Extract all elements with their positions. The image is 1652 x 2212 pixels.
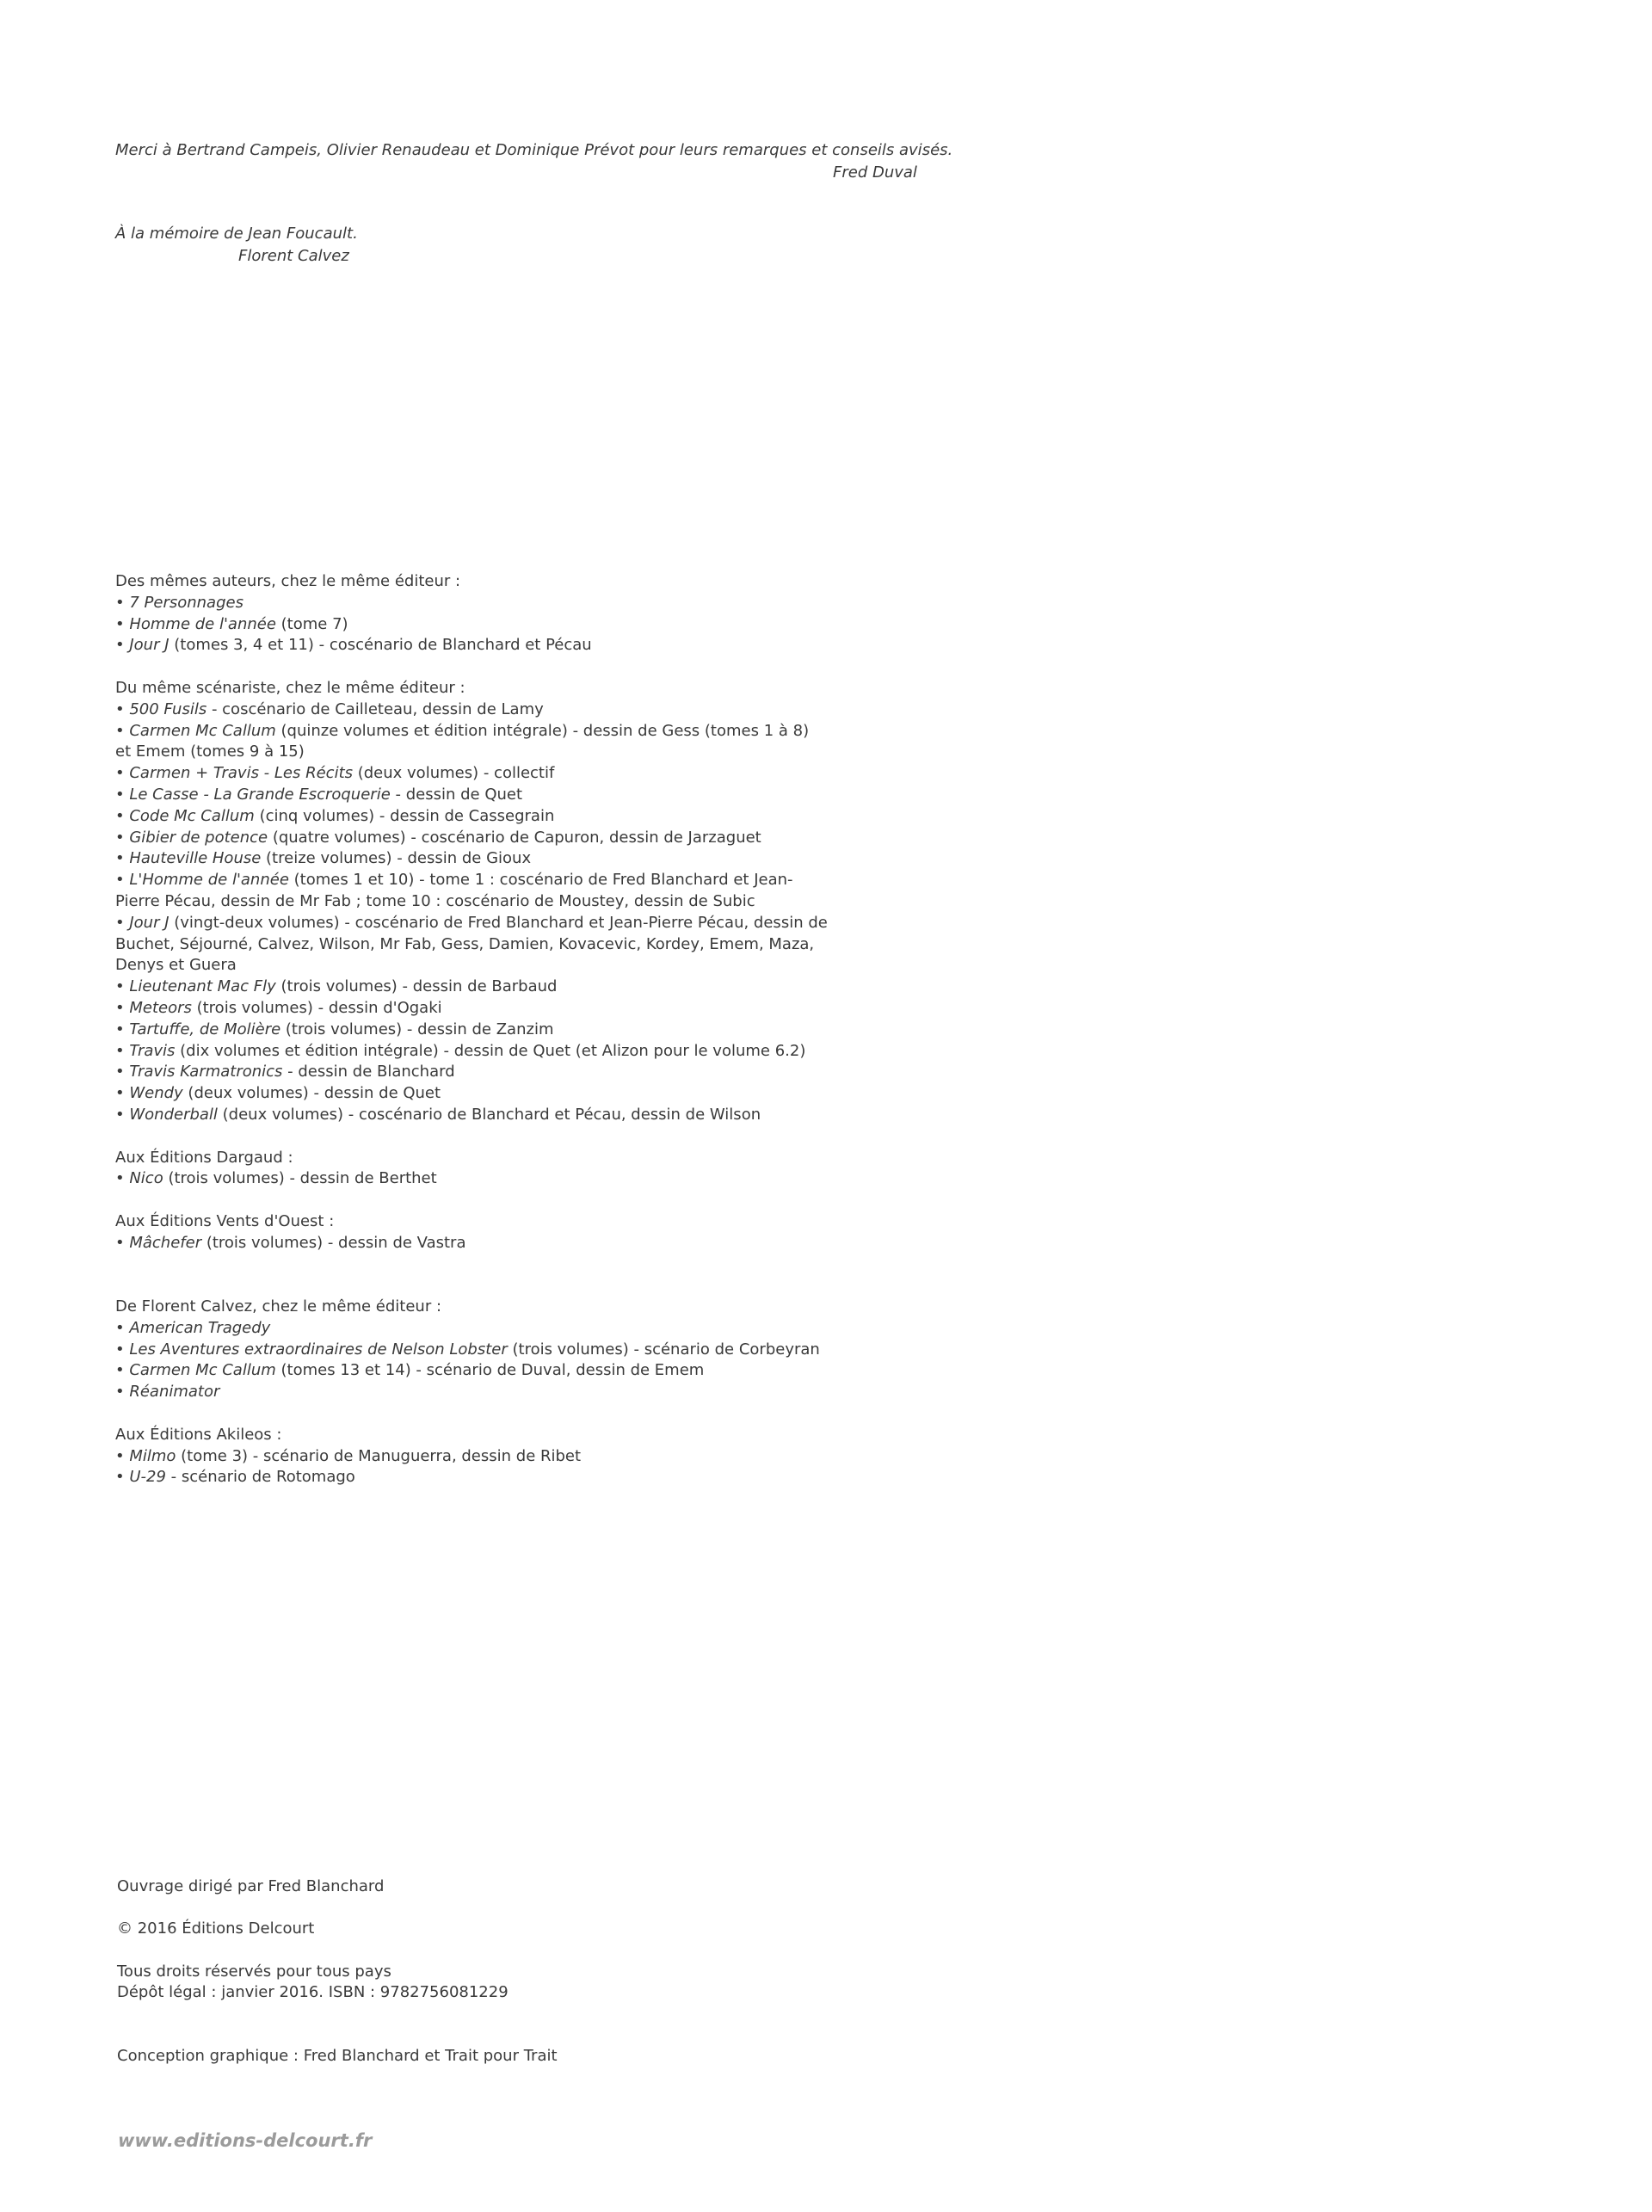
- bullet: •: [115, 871, 130, 890]
- website-link[interactable]: www.editions-delcourt.fr: [118, 2130, 373, 2151]
- book-title: Réanimator: [129, 1383, 220, 1402]
- bullet: •: [115, 1318, 130, 1337]
- bullet: •: [115, 1446, 130, 1465]
- book-title: Jour J: [129, 636, 170, 655]
- book-details: - scénario de Rotomago: [165, 1468, 355, 1487]
- bibliography-item: [115, 1083, 890, 1105]
- bullet: •: [115, 913, 130, 932]
- colophon-design: Conception graphique : Fred Blanchard et Trait pour Trait: [117, 2047, 558, 2065]
- bibliography-item: [115, 1446, 890, 1468]
- book-details: (trois volumes) - dessin de Zanzim: [280, 1020, 554, 1038]
- bullet: •: [115, 828, 130, 847]
- book-title: L'Homme de l'année: [129, 871, 289, 890]
- book-details: - coscénario de Cailleteau, dessin de Lamy: [206, 699, 544, 718]
- book-details: (tomes 3, 4 et 11) - coscénario de Blanchard et Pécau: [169, 636, 592, 655]
- book-details: (tome 3) - scénario de Manuguerra, dessin de Ribet: [176, 1446, 582, 1465]
- book-title: Mâchefer: [129, 1233, 202, 1252]
- bullet: •: [115, 699, 130, 718]
- bibliography-item: [115, 828, 890, 849]
- bullet: •: [115, 1020, 130, 1038]
- book-title: Wendy: [129, 1084, 183, 1103]
- colophon-copyright: © 2016 Éditions Delcourt: [117, 1919, 315, 1938]
- bullet: •: [115, 806, 130, 825]
- bullet: •: [115, 764, 130, 783]
- bibliography-item: [115, 1062, 890, 1083]
- bullet: •: [115, 1041, 130, 1060]
- bullet: •: [115, 636, 130, 655]
- book-details: - dessin de Quet: [390, 785, 523, 804]
- bibliography-item: [115, 1020, 890, 1041]
- bullet: •: [115, 1468, 130, 1487]
- bibliography-item: [115, 699, 890, 721]
- book-details: (trois volumes) - dessin de Berthet: [163, 1169, 437, 1188]
- bibliography-item: [115, 848, 890, 870]
- book-title: Travis Karmatronics: [129, 1063, 283, 1081]
- bibliography-item: [115, 913, 890, 934]
- book-title: Nico: [129, 1169, 163, 1188]
- bibliography-item: [115, 1105, 890, 1126]
- bullet: •: [115, 1233, 130, 1252]
- bibliography-heading: De Florent Calvez, chez le même éditeur :: [115, 1297, 442, 1316]
- book-details: (cinq volumes) - dessin de Cassegrain: [254, 806, 555, 825]
- book-title: Lieutenant Mac Fly: [129, 977, 276, 996]
- section-gap: [115, 1254, 890, 1297]
- book-details: (trois volumes) - dessin de Vastra: [201, 1233, 466, 1252]
- bibliography-item: [115, 593, 890, 614]
- bullet: •: [115, 1383, 130, 1402]
- bullet: •: [115, 1361, 130, 1380]
- book-title: Meteors: [129, 998, 192, 1017]
- bibliography-item: [115, 1467, 890, 1488]
- bibliography-heading: Des mêmes auteurs, chez le même éditeur :: [115, 572, 461, 590]
- bullet: •: [115, 1340, 130, 1359]
- book-details: (tomes 1 et 10) - tome 1 : coscénario de Fred Blanchard et Jean-: [288, 871, 793, 890]
- bibliography-item: [115, 998, 890, 1020]
- book-title: U-29: [129, 1468, 166, 1487]
- section-gap: [115, 1126, 890, 1148]
- book-details: (vingt-deux volumes) - coscénario de Fred Blanchard et Jean-Pierre Pécau, dessin de: [169, 913, 828, 932]
- book-details: (quatre volumes) - coscénario de Capuron, dessin de Jarzaguet: [268, 828, 761, 847]
- book-title: American Tragedy: [129, 1318, 271, 1337]
- bibliography-item: [115, 806, 890, 828]
- book-details: - dessin de Blanchard: [282, 1063, 455, 1081]
- bullet: •: [115, 998, 130, 1017]
- book-details: (trois volumes) - dessin de Barbaud: [275, 977, 558, 996]
- colophon-direction: Ouvrage dirigé par Fred Blanchard: [117, 1877, 385, 1895]
- book-title: Hauteville House: [129, 849, 262, 868]
- bibliography: [115, 571, 890, 1488]
- bibliography-item: [115, 1168, 890, 1190]
- book-title: Carmen + Travis - Les Récits: [129, 764, 353, 783]
- book-details: (treize volumes) - dessin de Gioux: [261, 849, 532, 868]
- bullet: •: [115, 614, 130, 633]
- bibliography-item: [115, 870, 890, 891]
- bibliography-heading: Aux Éditions Vents d'Ouest :: [115, 1211, 335, 1230]
- book-title: Milmo: [129, 1446, 176, 1465]
- book-title: Homme de l'année: [129, 614, 276, 633]
- book-details: (tomes 13 et 14) - scénario de Duval, dessin de Emem: [275, 1361, 705, 1380]
- book-title: Travis: [129, 1041, 176, 1060]
- book-details: (trois volumes) - scénario de Corbeyran: [507, 1340, 820, 1359]
- book-title: Code Mc Callum: [129, 806, 255, 825]
- book-details: (tome 7): [275, 614, 348, 633]
- book-title: Le Casse - La Grande Escroquerie: [129, 785, 391, 804]
- book-title: Tartuffe, de Molière: [129, 1020, 281, 1038]
- bibliography-heading: Du même scénariste, chez le même éditeur :: [115, 678, 465, 697]
- book-title: Jour J: [129, 913, 170, 932]
- colophon-legal: Dépôt légal : janvier 2016. ISBN : 9782756081229: [117, 1983, 509, 2001]
- book-details-continued: Buchet, Séjourné, Calvez, Wilson, Mr Fab, Gess, Damien, Kovacevic, Kordey, Emem, Maza,: [115, 934, 815, 953]
- bibliography-item: [115, 785, 890, 806]
- section-gap: [115, 1190, 890, 1211]
- bibliography-item: [115, 614, 890, 636]
- bibliography-item: [115, 1340, 890, 1361]
- book-details: (trois volumes) - dessin d'Ogaki: [191, 998, 442, 1017]
- book-details: (deux volumes) - dessin de Quet: [182, 1084, 441, 1103]
- book-title: 500 Fusils: [129, 699, 207, 718]
- book-details: (quinze volumes et édition intégrale) - dessin de Gess (tomes 1 à 8): [275, 721, 810, 740]
- bullet: •: [115, 721, 130, 740]
- bullet: •: [115, 849, 130, 868]
- bullet: •: [115, 593, 130, 612]
- book-details-continued: et Emem (tomes 9 à 15): [115, 742, 305, 761]
- book-title: Wonderball: [129, 1105, 218, 1124]
- book-title: Carmen Mc Callum: [129, 721, 276, 740]
- memory-signature: Florent Calvez: [238, 247, 349, 265]
- bullet: •: [115, 1169, 130, 1188]
- book-details-continued: Denys et Guera: [115, 956, 237, 975]
- book-title: Gibier de potence: [129, 828, 268, 847]
- bibliography-item: [115, 763, 890, 785]
- bibliography-item: [115, 721, 890, 742]
- book-details-continued: Pierre Pécau, dessin de Mr Fab ; tome 10 : coscénario de Moustey, dessin de Subic: [115, 891, 755, 910]
- bibliography-item: [115, 1382, 890, 1403]
- memory-text: À la mémoire de Jean Foucault.: [115, 225, 358, 243]
- colophon-rights: Tous droits réservés pour tous pays: [117, 1962, 391, 1981]
- bullet: •: [115, 1063, 130, 1081]
- bullet: •: [115, 1084, 130, 1103]
- section-gap: [115, 1403, 890, 1425]
- bullet: •: [115, 785, 130, 804]
- bullet: •: [115, 1105, 130, 1124]
- bibliography-item: [115, 977, 890, 998]
- book-details: (deux volumes) - coscénario de Blanchard et Pécau, dessin de Wilson: [217, 1105, 761, 1124]
- bullet: •: [115, 977, 130, 996]
- book-details: (dix volumes et édition intégrale) - dessin de Quet (et Alizon pour le volume 6.2): [175, 1041, 806, 1060]
- book-title: Carmen Mc Callum: [129, 1361, 276, 1380]
- bibliography-heading: Aux Éditions Akileos :: [115, 1425, 282, 1444]
- bibliography-item: [115, 1233, 890, 1254]
- book-details: (deux volumes) - collectif: [353, 764, 555, 783]
- book-title: 7 Personnages: [129, 593, 243, 612]
- bibliography-item: [115, 1041, 890, 1063]
- bibliography-heading: Aux Éditions Dargaud :: [115, 1148, 293, 1167]
- bibliography-item: [115, 1318, 890, 1340]
- bibliography-item: [115, 635, 890, 656]
- thanks-text: Merci à Bertrand Campeis, Olivier Renaudeau et Dominique Prévot pour leurs remarques et conseils avisés.: [115, 141, 953, 159]
- section-gap: [115, 656, 890, 678]
- book-title: Les Aventures extraordinaires de Nelson Lobster: [129, 1340, 508, 1359]
- bibliography-item: [115, 1360, 890, 1382]
- thanks-signature: Fred Duval: [833, 163, 917, 182]
